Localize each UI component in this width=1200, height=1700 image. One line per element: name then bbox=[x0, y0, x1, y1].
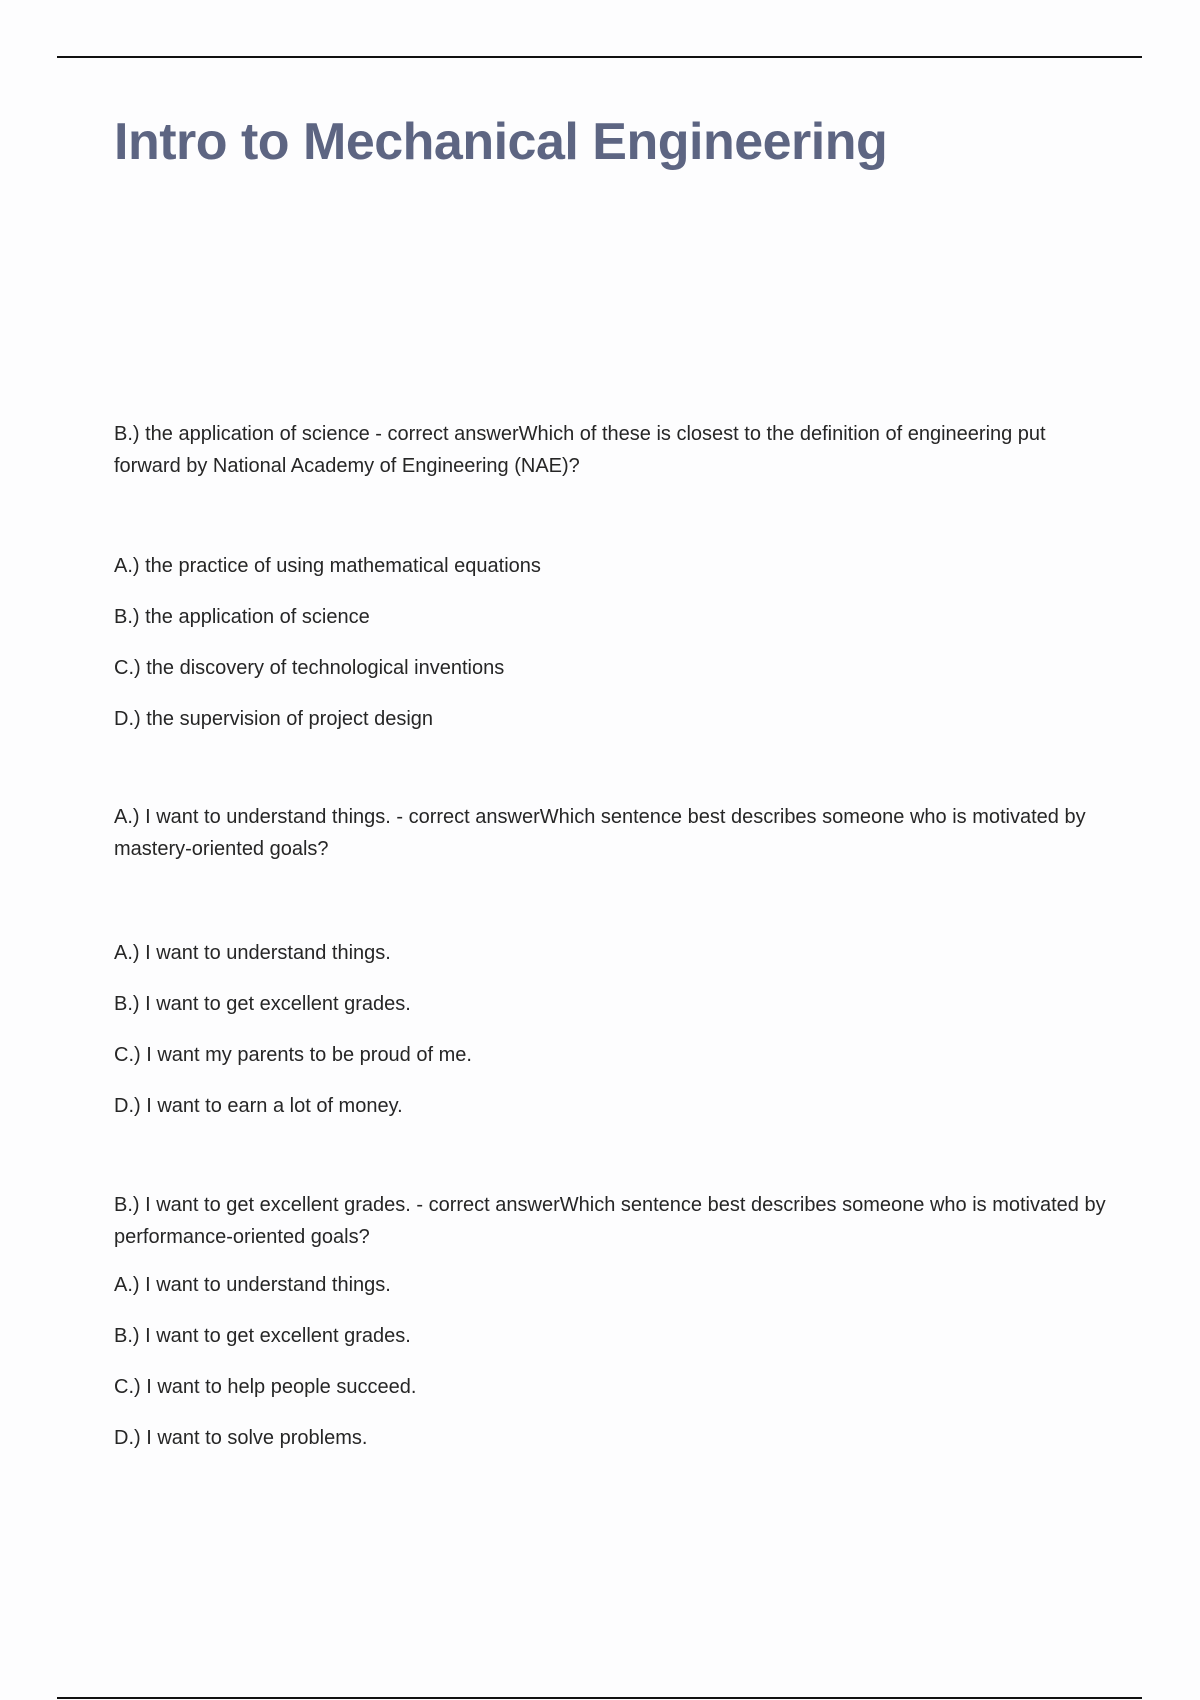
answer-option-b: B.) the application of science bbox=[114, 606, 370, 628]
answer-options bbox=[114, 1269, 1109, 1454]
question-block-3 bbox=[114, 1189, 1109, 1454]
question-block-2 bbox=[114, 801, 1109, 1122]
answer-option-b: B.) I want to get excellent grades. bbox=[114, 1325, 411, 1347]
answer-option-d: D.) I want to earn a lot of money. bbox=[114, 1095, 403, 1117]
answer-option-c: C.) the discovery of technological inventions bbox=[114, 657, 505, 679]
answer-option-a: A.) I want to understand things. bbox=[114, 942, 391, 964]
answer-option-a: A.) I want to understand things. bbox=[114, 1274, 391, 1296]
answer-option-a: A.) the practice of using mathematical equations bbox=[114, 555, 541, 577]
question-prompt: B.) I want to get excellent grades. - correct answerWhich sentence best describes someone who is motivated by performance-oriented goals? bbox=[114, 1194, 1106, 1248]
answer-option-d: D.) I want to solve problems. bbox=[114, 1427, 368, 1449]
top-rule bbox=[57, 56, 1142, 58]
answer-option-c: C.) I want to help people succeed. bbox=[114, 1376, 417, 1398]
answer-option-d: D.) the supervision of project design bbox=[114, 708, 434, 730]
answer-option-b: B.) I want to get excellent grades. bbox=[114, 993, 411, 1015]
document-body bbox=[114, 418, 1109, 1454]
answer-options bbox=[114, 550, 1109, 735]
bottom-rule bbox=[57, 1697, 1142, 1699]
question-block-1 bbox=[114, 418, 1109, 735]
question-prompt: A.) I want to understand things. - correct answerWhich sentence best describes someone who is motivated by mastery-oriented goals? bbox=[114, 806, 1086, 860]
answer-option-c: C.) I want my parents to be proud of me. bbox=[114, 1044, 472, 1066]
question-prompt: B.) the application of science - correct answerWhich of these is closest to the definition of engineering put forward by National Academy of Engineering (NAE)? bbox=[114, 423, 1046, 477]
document-title: Intro to Mechanical Engineering bbox=[114, 113, 888, 171]
answer-options bbox=[114, 937, 1109, 1122]
